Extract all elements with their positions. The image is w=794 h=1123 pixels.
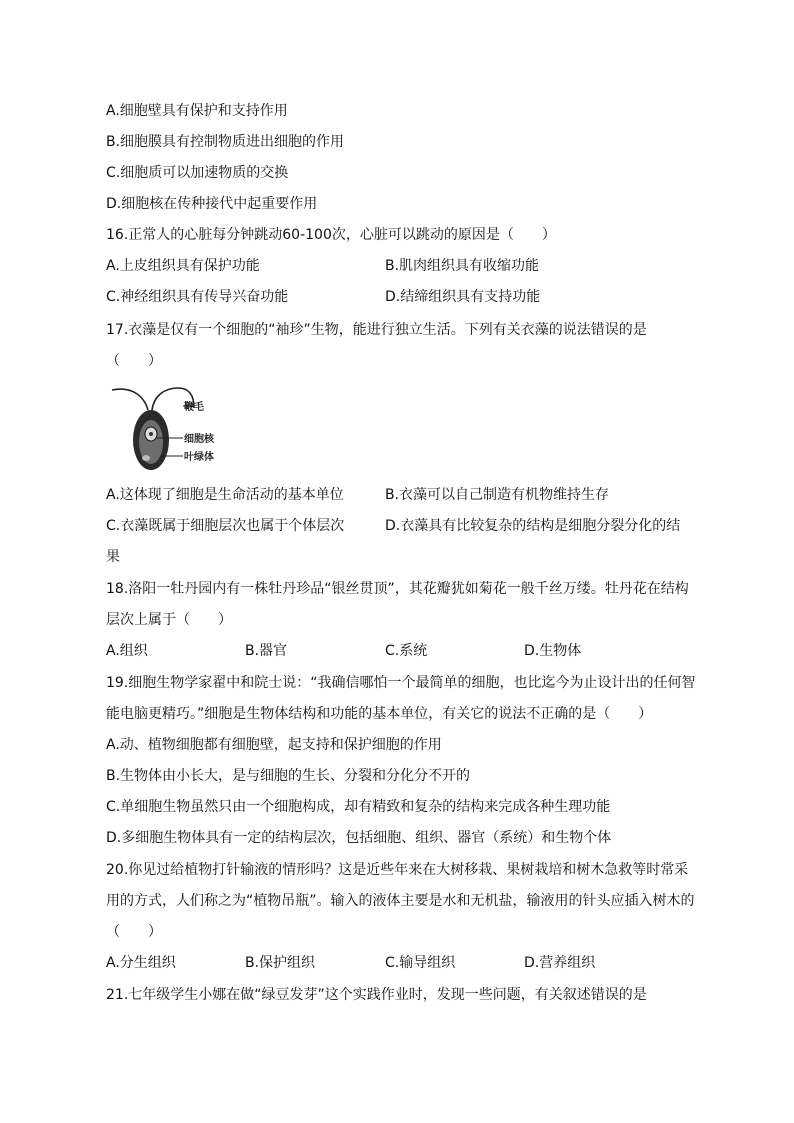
q19-option-a[interactable]: A.动、植物细胞都有细胞壁，起支持和保护细胞的作用 [106, 737, 442, 753]
q19-stem-line2: 能电脑更精巧。”细胞是生物体结构和功能的基本单位，有关它的说法不正确的是（ ） [106, 706, 653, 722]
chlamydomonas-figure [106, 382, 236, 472]
q18-stem-line2: 层次上属于（ ） [106, 612, 232, 628]
flagellum-left [112, 389, 148, 410]
q18-option-c[interactable]: C.系统 [385, 643, 428, 659]
q17-option-d[interactable]: D.衣藻具有比较复杂的结构是细胞分裂分化的结 [385, 518, 681, 534]
q19-option-c[interactable]: C.单细胞生物虽然只由一个细胞构成，却有精致和复杂的结构来完成各种生理功能 [106, 799, 611, 815]
q20-stem-line2: 用的方式，人们称之为“植物吊瓶”。输入的液体主要是水和无机盐，输液用的针头应插入树木的 [106, 893, 695, 909]
q17-option-a[interactable]: A.这体现了细胞是生命活动的基本单位 [106, 487, 344, 503]
q21-stem-line1: 21.七年级学生小娜在做“绿豆发芽”这个实践作业时，发现一些问题，有关叙述错误的是 [106, 987, 647, 1003]
q17-option-d-continued: 果 [106, 549, 120, 565]
q16-option-b[interactable]: B.肌肉组织具有收缩功能 [385, 258, 540, 274]
q18-option-d[interactable]: D.生物体 [524, 643, 582, 659]
q19-option-d[interactable]: D.多细胞生物体具有一定的结构层次，包括细胞、组织、器官（系统）和生物个体 [106, 830, 612, 846]
q17-option-c[interactable]: C.衣藻既属于细胞层次也属于个体层次 [106, 518, 345, 534]
q15-option-a[interactable]: A.细胞壁具有保护和支持作用 [106, 103, 288, 119]
q19-option-b[interactable]: B.生物体由小长大，是与细胞的生长、分裂和分化分不开的 [106, 768, 471, 784]
q17-option-b[interactable]: B.衣藻可以自己制造有机物维持生存 [385, 487, 610, 503]
q18-option-b[interactable]: B.器官 [245, 643, 288, 659]
label-chloroplast: 叶绿体 [184, 452, 214, 463]
q16-option-a[interactable]: A.上皮组织具有保护功能 [106, 258, 260, 274]
nucleolus-shape [149, 432, 153, 436]
q20-stem-line1: 20.你见过给植物打针输液的情形吗？这是近些年来在大树移栽、果树栽培和树木急救等时常采 [106, 862, 689, 878]
q16-option-c[interactable]: C.神经组织具有传导兴奋功能 [106, 289, 289, 305]
q15-option-b[interactable]: B.细胞膜具有控制物质进出细胞的作用 [106, 134, 345, 150]
chlamydomonas-diagram [106, 382, 236, 472]
q15-option-c[interactable]: C.细胞质可以加速物质的交换 [106, 165, 289, 181]
q17-stem-line2: （ ） [106, 353, 162, 369]
label-nucleus: 细胞核 [184, 434, 214, 445]
q20-option-d[interactable]: D.营养组织 [524, 955, 596, 971]
q20-option-b[interactable]: B.保护组织 [245, 955, 316, 971]
q20-option-c[interactable]: C.输导组织 [385, 955, 456, 971]
q18-stem-line1: 18.洛阳一牡丹园内有一株牡丹珍品“银丝贯顶”，其花瓣犹如菊花一般千丝万缕。牡丹花在结构 [106, 581, 689, 597]
q20-stem-line3: （ ） [106, 924, 162, 940]
q18-option-a[interactable]: A.组织 [106, 643, 148, 659]
pyrenoid-shape [142, 455, 150, 461]
q19-stem-line1: 19.细胞生物学家翟中和院士说：“我确信哪怕一个最简单的细胞，也比迄今为止设计出的任何智 [106, 675, 696, 691]
q17-stem-line1: 17.衣藻是仅有一个细胞的“袖珍”生物，能进行独立生活。下列有关衣藻的说法错误的是 [106, 322, 647, 338]
label-flagella: 鞭毛 [184, 402, 204, 413]
q16-option-d[interactable]: D.结缔组织具有支持功能 [385, 289, 541, 305]
q20-option-a[interactable]: A.分生组织 [106, 955, 176, 971]
q16-stem: 16.正常人的心脏每分钟跳动60-100次，心脏可以跳动的原因是（ ） [106, 227, 556, 243]
q15-option-d[interactable]: D.细胞核在传种接代中起重要作用 [106, 196, 318, 212]
